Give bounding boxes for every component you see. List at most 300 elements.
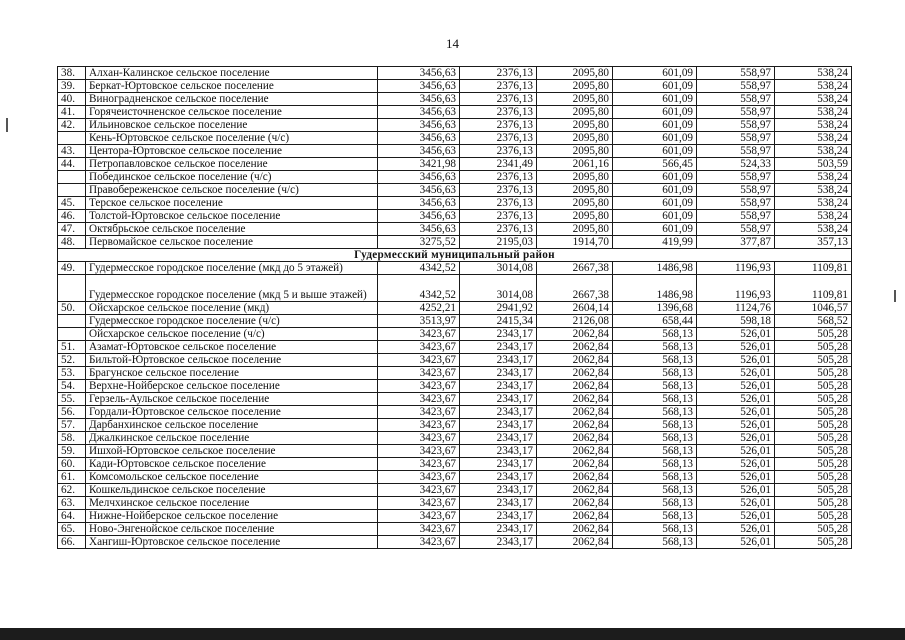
tariff-value-cell: 526,01 [697,432,775,445]
table-row [58,106,852,119]
tariff-value-cell: 419,99 [613,236,697,249]
settlement-name: Терское сельское поселение [86,197,378,210]
tariff-value-cell: 2062,84 [537,354,613,367]
scan-edge-mark [894,290,896,302]
tariff-value-cell: 2376,13 [460,145,537,158]
tariff-value-cell: 4342,52 [378,275,460,302]
tariff-value-cell: 3423,67 [378,419,460,432]
row-number: 52. [58,354,86,367]
tariff-value-cell: 2343,17 [460,536,537,549]
table-row [58,445,852,458]
tariff-value-cell: 505,28 [775,523,852,536]
tariff-value-cell: 558,97 [697,197,775,210]
tariff-value-cell: 3423,67 [378,432,460,445]
tariff-value-cell: 2376,13 [460,106,537,119]
settlement-name: Гудермесское городское поселение (мкд 5 и выше этажей) [86,275,378,302]
table-row [58,471,852,484]
tariff-value-cell: 568,13 [613,536,697,549]
settlement-name: Гордали-Юртовское сельское поселение [86,406,378,419]
tariff-value-cell: 526,01 [697,354,775,367]
tariff-value-cell: 3423,67 [378,458,460,471]
tariff-value-cell: 2376,13 [460,93,537,106]
tariff-table [57,66,852,549]
tariff-value-cell: 2095,80 [537,145,613,158]
row-number: 56. [58,406,86,419]
tariff-value-cell: 1486,98 [613,262,697,275]
tariff-value-cell: 558,97 [697,67,775,80]
row-number: 62. [58,484,86,497]
settlement-name: Азамат-Юртовское сельское поселение [86,341,378,354]
settlement-name: Бильтой-Юртовское сельское поселение [86,354,378,367]
tariff-value-cell: 2095,80 [537,67,613,80]
tariff-value-cell: 2343,17 [460,471,537,484]
tariff-value-cell: 538,24 [775,223,852,236]
tariff-value-cell: 3423,67 [378,367,460,380]
tariff-value-cell: 2667,38 [537,275,613,302]
row-number: 63. [58,497,86,510]
tariff-value-cell: 505,28 [775,484,852,497]
tariff-value-cell: 2062,84 [537,484,613,497]
tariff-value-cell: 505,28 [775,510,852,523]
tariff-value-cell: 505,28 [775,328,852,341]
table-row [58,497,852,510]
tariff-value-cell: 505,28 [775,432,852,445]
tariff-value-cell: 526,01 [697,510,775,523]
tariff-value-cell: 568,13 [613,458,697,471]
tariff-value-cell: 526,01 [697,536,775,549]
row-number: 58. [58,432,86,445]
tariff-value-cell: 505,28 [775,367,852,380]
tariff-value-cell: 3456,63 [378,197,460,210]
tariff-value-cell: 568,13 [613,445,697,458]
tariff-value-cell: 526,01 [697,523,775,536]
tariff-value-cell: 2343,17 [460,523,537,536]
tariff-value-cell: 3423,67 [378,341,460,354]
tariff-value-cell: 601,09 [613,223,697,236]
tariff-value-cell: 3423,67 [378,328,460,341]
tariff-value-cell: 1124,76 [697,302,775,315]
row-number: 57. [58,419,86,432]
tariff-value-cell: 658,44 [613,315,697,328]
settlement-name: Кошкельдинское сельское поселение [86,484,378,497]
tariff-value-cell: 505,28 [775,341,852,354]
tariff-value-cell: 505,28 [775,419,852,432]
table-row [58,132,852,145]
tariff-value-cell: 3014,08 [460,262,537,275]
tariff-value-cell: 2376,13 [460,67,537,80]
tariff-value-cell: 2095,80 [537,132,613,145]
row-number: 45. [58,197,86,210]
row-number: 48. [58,236,86,249]
row-number: 46. [58,210,86,223]
tariff-value-cell: 3423,67 [378,380,460,393]
tariff-value-cell: 568,13 [613,393,697,406]
tariff-value-cell: 568,52 [775,315,852,328]
row-number [58,328,86,341]
row-number: 47. [58,223,86,236]
row-number: 55. [58,393,86,406]
tariff-value-cell: 538,24 [775,184,852,197]
tariff-value-cell: 601,09 [613,119,697,132]
table-row [58,302,852,315]
tariff-value-cell: 2062,84 [537,510,613,523]
tariff-value-cell: 568,13 [613,523,697,536]
row-number: 40. [58,93,86,106]
tariff-value-cell: 568,13 [613,367,697,380]
table-row [58,458,852,471]
tariff-value-cell: 3275,52 [378,236,460,249]
tariff-value-cell: 1486,98 [613,275,697,302]
tariff-value-cell: 601,09 [613,132,697,145]
tariff-value-cell: 2341,49 [460,158,537,171]
page-number: 14 [446,36,459,51]
tariff-value-cell: 601,09 [613,67,697,80]
tariff-value-cell: 2343,17 [460,393,537,406]
scan-binder-mark [6,118,8,132]
tariff-value-cell: 526,01 [697,458,775,471]
tariff-value-cell: 3513,97 [378,315,460,328]
row-number: 59. [58,445,86,458]
tariff-value-cell: 2095,80 [537,197,613,210]
tariff-value-cell: 2343,17 [460,406,537,419]
settlement-name: Беркат-Юртовское сельское поселение [86,80,378,93]
tariff-value-cell: 601,09 [613,80,697,93]
tariff-value-cell: 558,97 [697,223,775,236]
tariff-value-cell: 2376,13 [460,80,537,93]
tariff-value-cell: 568,13 [613,484,697,497]
table-row [58,510,852,523]
settlement-name: Правобереженское сельское поселение (ч/с) [86,184,378,197]
tariff-value-cell: 3456,63 [378,119,460,132]
table-row [58,184,852,197]
tariff-value-cell: 568,13 [613,471,697,484]
settlement-name: Толстой-Юртовское сельское поселение [86,210,378,223]
table-row [58,119,852,132]
table-row [58,367,852,380]
tariff-value-cell: 601,09 [613,171,697,184]
tariff-value-cell: 2095,80 [537,93,613,106]
tariff-value-cell: 568,13 [613,380,697,393]
tariff-value-cell: 2095,80 [537,106,613,119]
tariff-value-cell: 601,09 [613,184,697,197]
tariff-value-cell: 558,97 [697,132,775,145]
tariff-value-cell: 558,97 [697,119,775,132]
tariff-value-cell: 2343,17 [460,354,537,367]
row-number: 65. [58,523,86,536]
tariff-value-cell: 2376,13 [460,210,537,223]
tariff-value-cell: 568,13 [613,510,697,523]
settlement-name: Алхан-Калинское сельское поселение [86,67,378,80]
settlement-name: Гудермесское городское поселение (мкд до 5 этажей) [86,262,378,275]
tariff-value-cell: 538,24 [775,106,852,119]
tariff-value-cell: 2095,80 [537,80,613,93]
row-number: 50. [58,302,86,315]
tariff-value-cell: 377,87 [697,236,775,249]
tariff-value-cell: 4252,21 [378,302,460,315]
tariff-value-cell: 505,28 [775,497,852,510]
tariff-value-cell: 2062,84 [537,367,613,380]
tariff-value-cell: 3423,67 [378,510,460,523]
tariff-value-cell: 538,24 [775,171,852,184]
tariff-value-cell: 2095,80 [537,184,613,197]
table-row [58,236,852,249]
tariff-value-cell: 2126,08 [537,315,613,328]
tariff-value-cell: 526,01 [697,471,775,484]
row-number: 60. [58,458,86,471]
tariff-value-cell: 4342,52 [378,262,460,275]
tariff-value-cell: 538,24 [775,119,852,132]
tariff-value-cell: 526,01 [697,445,775,458]
tariff-value-cell: 505,28 [775,458,852,471]
tariff-value-cell: 526,01 [697,484,775,497]
settlement-name: Ойсхарское сельское поселение (ч/с) [86,328,378,341]
table-row [58,67,852,80]
settlement-name: Гудермесское городское поселение (ч/с) [86,315,378,328]
tariff-value-cell: 538,24 [775,145,852,158]
settlement-name: Кень-Юртовское сельское поселение (ч/с) [86,132,378,145]
table-row [58,523,852,536]
row-number: 66. [58,536,86,549]
tariff-value-cell: 538,24 [775,67,852,80]
tariff-value-cell: 558,97 [697,106,775,119]
table-row [58,158,852,171]
row-number: 42. [58,119,86,132]
settlement-name: Октябрьское сельское поселение [86,223,378,236]
settlement-name: Ново-Энгенойское сельское поселение [86,523,378,536]
tariff-value-cell: 3456,63 [378,67,460,80]
tariff-value-cell: 2376,13 [460,184,537,197]
tariff-value-cell: 2095,80 [537,171,613,184]
tariff-value-cell: 568,13 [613,497,697,510]
table-row [58,93,852,106]
tariff-value-cell: 2376,13 [460,171,537,184]
table-row [58,354,852,367]
settlement-name: Джалкинское сельское поселение [86,432,378,445]
row-number: 43. [58,145,86,158]
tariff-value-cell: 558,97 [697,145,775,158]
tariff-value-cell: 2343,17 [460,367,537,380]
table-row [58,80,852,93]
tariff-value-cell: 2062,84 [537,419,613,432]
tariff-value-cell: 3456,63 [378,210,460,223]
settlement-name: Первомайское сельское поселение [86,236,378,249]
tariff-value-cell: 2343,17 [460,445,537,458]
table-row [58,432,852,445]
table-row [58,275,852,302]
table-row [58,406,852,419]
row-number: 44. [58,158,86,171]
row-number: 51. [58,341,86,354]
tariff-value-cell: 601,09 [613,106,697,119]
tariff-value-cell: 2062,84 [537,328,613,341]
row-number: 49. [58,262,86,275]
tariff-value-cell: 526,01 [697,328,775,341]
tariff-value-cell: 2062,84 [537,393,613,406]
tariff-value-cell: 503,59 [775,158,852,171]
tariff-value-cell: 2343,17 [460,432,537,445]
tariff-value-cell: 558,97 [697,93,775,106]
tariff-value-cell: 3423,67 [378,484,460,497]
tariff-value-cell: 2062,84 [537,341,613,354]
tariff-value-cell: 2667,38 [537,262,613,275]
tariff-value-cell: 505,28 [775,471,852,484]
settlement-name: Ойсхарское сельское поселение (мкд) [86,302,378,315]
table-row [58,171,852,184]
tariff-value-cell: 526,01 [697,406,775,419]
tariff-value-cell: 1914,70 [537,236,613,249]
tariff-value-cell: 357,13 [775,236,852,249]
tariff-value-cell: 3456,63 [378,184,460,197]
tariff-value-cell: 538,24 [775,132,852,145]
tariff-value-cell: 2343,17 [460,419,537,432]
settlement-name: Брагунское сельское поселение [86,367,378,380]
tariff-value-cell: 505,28 [775,393,852,406]
tariff-value-cell: 526,01 [697,341,775,354]
row-number: 64. [58,510,86,523]
scan-bottom-edge [0,628,905,640]
tariff-value-cell: 568,13 [613,432,697,445]
tariff-value-cell: 566,45 [613,158,697,171]
tariff-value-cell: 3421,98 [378,158,460,171]
table-row [58,197,852,210]
tariff-value-cell: 558,97 [697,184,775,197]
tariff-value-cell: 3456,63 [378,223,460,236]
tariff-value-cell: 526,01 [697,497,775,510]
tariff-value-cell: 2343,17 [460,510,537,523]
tariff-value-cell: 3456,63 [378,145,460,158]
section-title: Гудермесский муниципальный район [58,249,852,262]
tariff-value-cell: 2095,80 [537,223,613,236]
tariff-value-cell: 2343,17 [460,380,537,393]
settlement-name: Мелчхинское сельское поселение [86,497,378,510]
tariff-value-cell: 568,13 [613,406,697,419]
tariff-value-cell: 538,24 [775,210,852,223]
tariff-value-cell: 3456,63 [378,171,460,184]
tariff-value-cell: 3456,63 [378,106,460,119]
table-row [58,341,852,354]
tariff-value-cell: 3423,67 [378,536,460,549]
tariff-value-cell: 1396,68 [613,302,697,315]
tariff-value-cell: 3423,67 [378,497,460,510]
table-row [58,380,852,393]
settlement-name: Ишхой-Юртовское сельское поселение [86,445,378,458]
tariff-value-cell: 3423,67 [378,406,460,419]
tariff-value-cell: 601,09 [613,93,697,106]
tariff-value-cell: 2062,84 [537,445,613,458]
settlement-name: Хангиш-Юртовское сельское поселение [86,536,378,549]
row-number [58,171,86,184]
settlement-name: Центора-Юртовское сельское поселение [86,145,378,158]
table-row [58,484,852,497]
tariff-value-cell: 568,13 [613,341,697,354]
row-number: 39. [58,80,86,93]
tariff-value-cell: 601,09 [613,145,697,158]
tariff-value-cell: 2604,14 [537,302,613,315]
tariff-value-cell: 505,28 [775,445,852,458]
tariff-value-cell: 3014,08 [460,275,537,302]
tariff-value-cell: 2376,13 [460,197,537,210]
tariff-value-cell: 2343,17 [460,458,537,471]
tariff-value-cell: 1196,93 [697,275,775,302]
tariff-value-cell: 2062,84 [537,471,613,484]
table-row [58,536,852,549]
tariff-value-cell: 3456,63 [378,132,460,145]
tariff-value-cell: 2062,84 [537,497,613,510]
tariff-value-cell: 3423,67 [378,445,460,458]
tariff-value-cell: 558,97 [697,171,775,184]
tariff-value-cell: 2941,92 [460,302,537,315]
row-number: 38. [58,67,86,80]
settlement-name: Комсомольское сельское поселение [86,471,378,484]
row-number: 54. [58,380,86,393]
table-row [58,145,852,158]
table-row [58,419,852,432]
tariff-value-cell: 2062,84 [537,380,613,393]
tariff-value-cell: 3423,67 [378,393,460,406]
tariff-value-cell: 2061,16 [537,158,613,171]
tariff-value-cell: 598,18 [697,315,775,328]
table-body [58,67,852,549]
tariff-value-cell: 538,24 [775,93,852,106]
tariff-value-cell: 1109,81 [775,262,852,275]
table-row [58,328,852,341]
tariff-value-cell: 3423,67 [378,354,460,367]
tariff-value-cell: 2343,17 [460,484,537,497]
table-row [58,262,852,275]
tariff-value-cell: 568,13 [613,419,697,432]
tariff-value-cell: 526,01 [697,419,775,432]
settlement-name: Герзель-Аульское сельское поселение [86,393,378,406]
tariff-value-cell: 505,28 [775,354,852,367]
tariff-value-cell: 2343,17 [460,497,537,510]
tariff-value-cell: 2195,03 [460,236,537,249]
settlement-name: Ильиновское сельское поселение [86,119,378,132]
tariff-value-cell: 558,97 [697,210,775,223]
settlement-name: Верхне-Нойберское сельское поселение [86,380,378,393]
tariff-value-cell: 3456,63 [378,93,460,106]
tariff-value-cell: 2062,84 [537,406,613,419]
row-number: 41. [58,106,86,119]
tariff-value-cell: 526,01 [697,380,775,393]
tariff-value-cell: 2343,17 [460,328,537,341]
tariff-value-cell: 2095,80 [537,210,613,223]
row-number: 53. [58,367,86,380]
settlement-name: Кади-Юртовское сельское поселение [86,458,378,471]
tariff-value-cell: 3423,67 [378,523,460,536]
table-row [58,210,852,223]
tariff-value-cell: 2062,84 [537,432,613,445]
tariff-value-cell: 2062,84 [537,523,613,536]
section-header-row [58,249,852,262]
tariff-value-cell: 2376,13 [460,119,537,132]
tariff-value-cell: 2415,34 [460,315,537,328]
settlement-name: Нижне-Нойберское сельское поселение [86,510,378,523]
tariff-value-cell: 568,13 [613,354,697,367]
tariff-value-cell: 538,24 [775,80,852,93]
tariff-value-cell: 1109,81 [775,275,852,302]
settlement-name: Виноградненское сельское поселение [86,93,378,106]
tariff-value-cell: 558,97 [697,80,775,93]
tariff-value-cell: 1196,93 [697,262,775,275]
tariff-value-cell: 2376,13 [460,223,537,236]
tariff-value-cell: 526,01 [697,393,775,406]
tariff-value-cell: 2376,13 [460,132,537,145]
settlement-name: Дарбанхинское сельское поселение [86,419,378,432]
tariff-value-cell: 538,24 [775,197,852,210]
tariff-value-cell: 568,13 [613,328,697,341]
table-row [58,393,852,406]
tariff-value-cell: 2343,17 [460,341,537,354]
